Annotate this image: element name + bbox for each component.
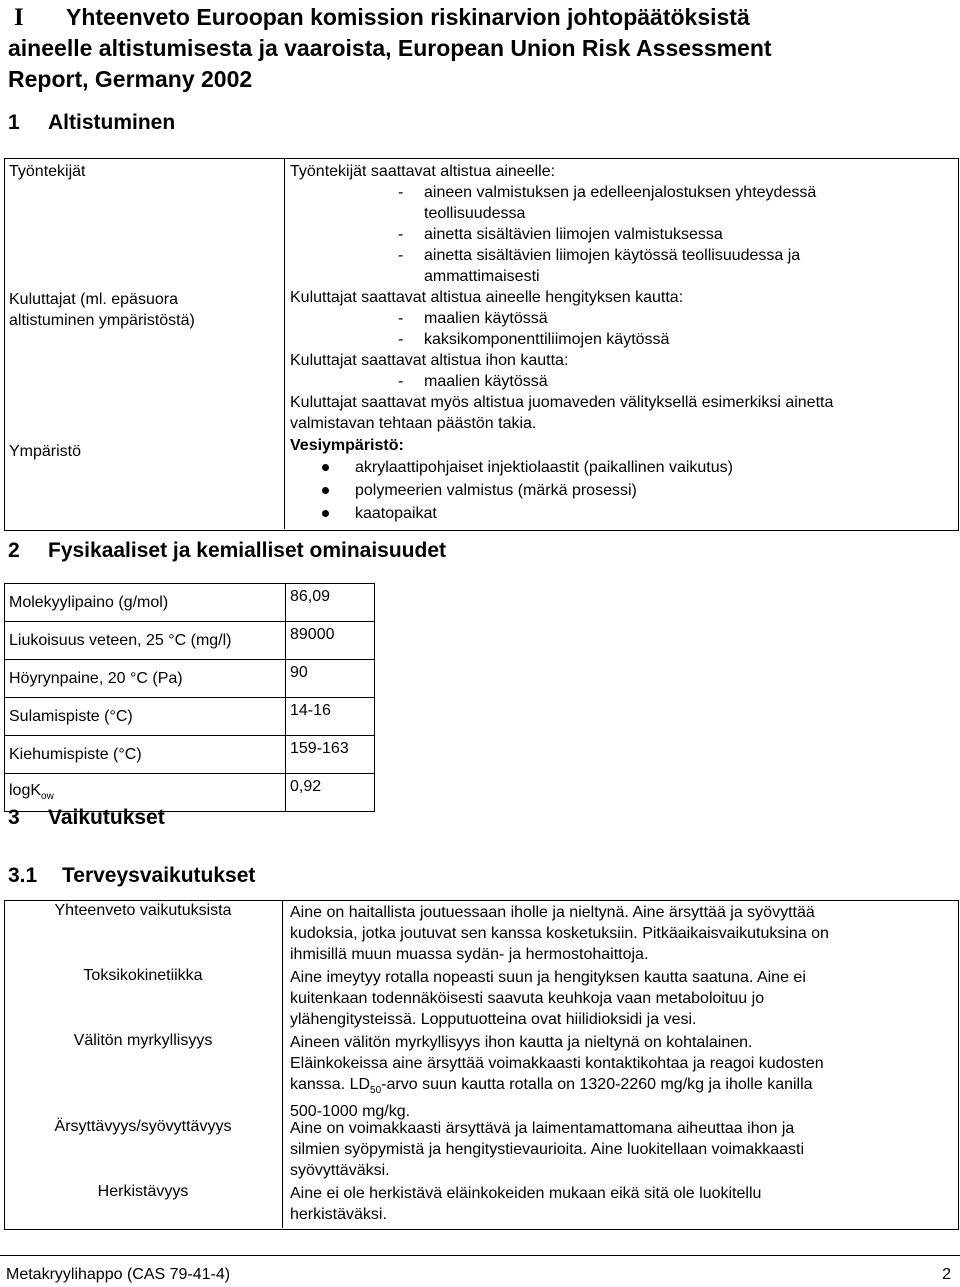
list-item: polymeerien valmistus (märkä prosessi)	[290, 479, 950, 502]
section-3-number: 3	[8, 806, 20, 829]
health-toxicokinetics-text: Aine imeytyy rotalla nopeasti suun ja hengityksen kautta saatuna. Aine ei kuitenkaan todennäköisesti saavuta keuhkoja vaan metaboloituu jo ylähengitysteissä. Lopputuotteina ovat hiilidioksidi ja vesi.	[290, 969, 806, 1028]
health-effects-divider	[4, 900, 283, 1228]
table-row: Kiehumispiste (°C) 159-163	[5, 736, 375, 774]
section-3-1-number: 3.1	[8, 864, 38, 887]
list-item: - maalien käytössä	[398, 373, 548, 390]
list-item: teollisuudessa	[424, 205, 526, 222]
section-3-heading	[8, 806, 165, 830]
table-row: logK$_{ow}$ 0,92	[5, 774, 375, 812]
exposure-content	[290, 161, 950, 525]
health-irritation-text: Aine on voimakkaasti ärsyttävä ja laimentamattomana aiheuttaa ihon ja silmien syöpymistä ja hengitystievaurioita. Aine luokitellaan voimakkaasti syövyttäväksi.	[290, 1120, 805, 1179]
section-1-number: 1	[8, 111, 20, 134]
bullet-icon	[322, 510, 329, 517]
list-item: - aineen valmistuksen ja edelleenjalostuksen yhteydessä	[398, 184, 817, 201]
table-row: Sulamispiste (°C) 14-16	[5, 698, 375, 736]
table-row: Liukoisuus veteen, 25 °C (mg/l) 89000	[5, 622, 375, 660]
section-2-heading	[8, 539, 446, 563]
environment-label: Ympäristö	[9, 443, 82, 460]
footer-divider	[0, 1255, 960, 1256]
health-sensitisation-text: Aine ei ole herkistävä eläinkokeiden mukaan eikä sitä ole luokitellu herkistäväksi.	[290, 1185, 762, 1223]
workers-label: Työntekijät	[9, 163, 86, 180]
workers-intro: Työntekijät saattavat altistua aineelle:	[290, 163, 556, 180]
bullet-icon	[322, 487, 329, 494]
health-acute-text: Aineen välitön myrkyllisyys ihon kautta ja nieltynä on kohtalainen. Eläinkokeissa aine ärsyttää voimakkaasti kontaktikohtaa ja reagoi kudosten kanssa. $LD_{50}$-arvo suun kautta rotalla on 1320-2260 mg/kg ja iholle kanilla 500-1000 mg/kg.	[290, 1034, 824, 1121]
health-label-toxicokinetics: Toksikokinetiikka	[83, 967, 203, 984]
list-item: kaatopaikat	[290, 502, 950, 525]
list-item: akrylaattipohjaiset injektiolaastit (paikallinen vaikutus)	[290, 456, 950, 479]
title-roman-numeral: I	[14, 4, 24, 31]
exposure-table-divider	[4, 158, 285, 529]
consumers-label	[9, 289, 195, 331]
health-label-irritation: Ärsyttävyys/syövyttävyys	[54, 1118, 232, 1135]
document-title	[8, 2, 908, 95]
list-item: ammattimaisesti	[424, 268, 540, 285]
consumers-inhalation: Kuluttajat saattavat altistua aineelle hengityksen kautta:	[290, 289, 684, 306]
page-number: 2	[942, 1266, 951, 1283]
list-item: - ainetta sisältävien liimojen käytössä teollisuudessa ja	[398, 247, 801, 264]
table-row: Höyrynpaine, 20 °C (Pa) 90	[5, 660, 375, 698]
section-2-title: Fysikaaliset ja kemialliset ominaisuudet	[48, 539, 447, 562]
bullet-icon	[322, 464, 329, 471]
title-line-2: aineelle altistumisesta ja vaaroista, European Union Risk Assessment	[8, 35, 772, 61]
table-row: Molekyylipaino (g/mol) 86,09	[5, 584, 375, 622]
section-1-title: Altistuminen	[48, 111, 176, 134]
consumers-water-line-2: valmistavan tehtaan päästön takia.	[290, 415, 537, 432]
consumers-label-line-2: altistuminen ympäristöstä)	[9, 312, 195, 329]
section-2-number: 2	[8, 539, 20, 562]
section-3-1-heading	[8, 864, 255, 888]
properties-table	[4, 583, 375, 812]
consumers-skin: Kuluttajat saattavat altistua ihon kautta:	[290, 352, 569, 369]
list-item: - maalien käytössä	[398, 310, 548, 327]
list-item: - ainetta sisältävien liimojen valmistuksessa	[398, 226, 723, 243]
section-3-1-title: Terveysvaikutukset	[62, 864, 256, 887]
section-1-heading	[8, 111, 175, 135]
health-label-acute: Välitön myrkyllisyys	[73, 1032, 213, 1049]
health-summary-text: Aine on haitallista joutuessaan iholle ja nieltynä. Aine ärsyttää ja syövyttää kudoksia, jotka joutuvat sen kanssa kosketuksiin. Pitkäaikaisvaikutuksina on ihmisillä muun muassa sydän- ja hermostohaittoja.	[290, 904, 829, 963]
logk-label: logK$_{ow}$	[5, 774, 286, 812]
health-label-sensitisation: Herkistävyys	[97, 1183, 189, 1200]
consumers-label-line-1: Kuluttajat (ml. epäsuora	[9, 291, 178, 308]
title-line-3: Report, Germany 2002	[8, 66, 253, 92]
footer-document-name: Metakryylihappo (CAS 79-41-4)	[6, 1266, 231, 1283]
consumers-water-line-1: Kuluttajat saattavat myös altistua juomaveden välityksellä esimerkiksi ainetta	[290, 394, 834, 411]
list-item: - kaksikomponenttiliimojen käytössä	[398, 331, 670, 348]
health-label-summary: Yhteenveto vaikutuksista	[54, 902, 232, 919]
title-line-1: Yhteenveto Euroopan komission riskinarvion johtopäätöksistä	[66, 4, 750, 30]
section-3-title: Vaikutukset	[48, 806, 165, 829]
water-environment-title: Vesiympäristö:	[290, 437, 404, 454]
